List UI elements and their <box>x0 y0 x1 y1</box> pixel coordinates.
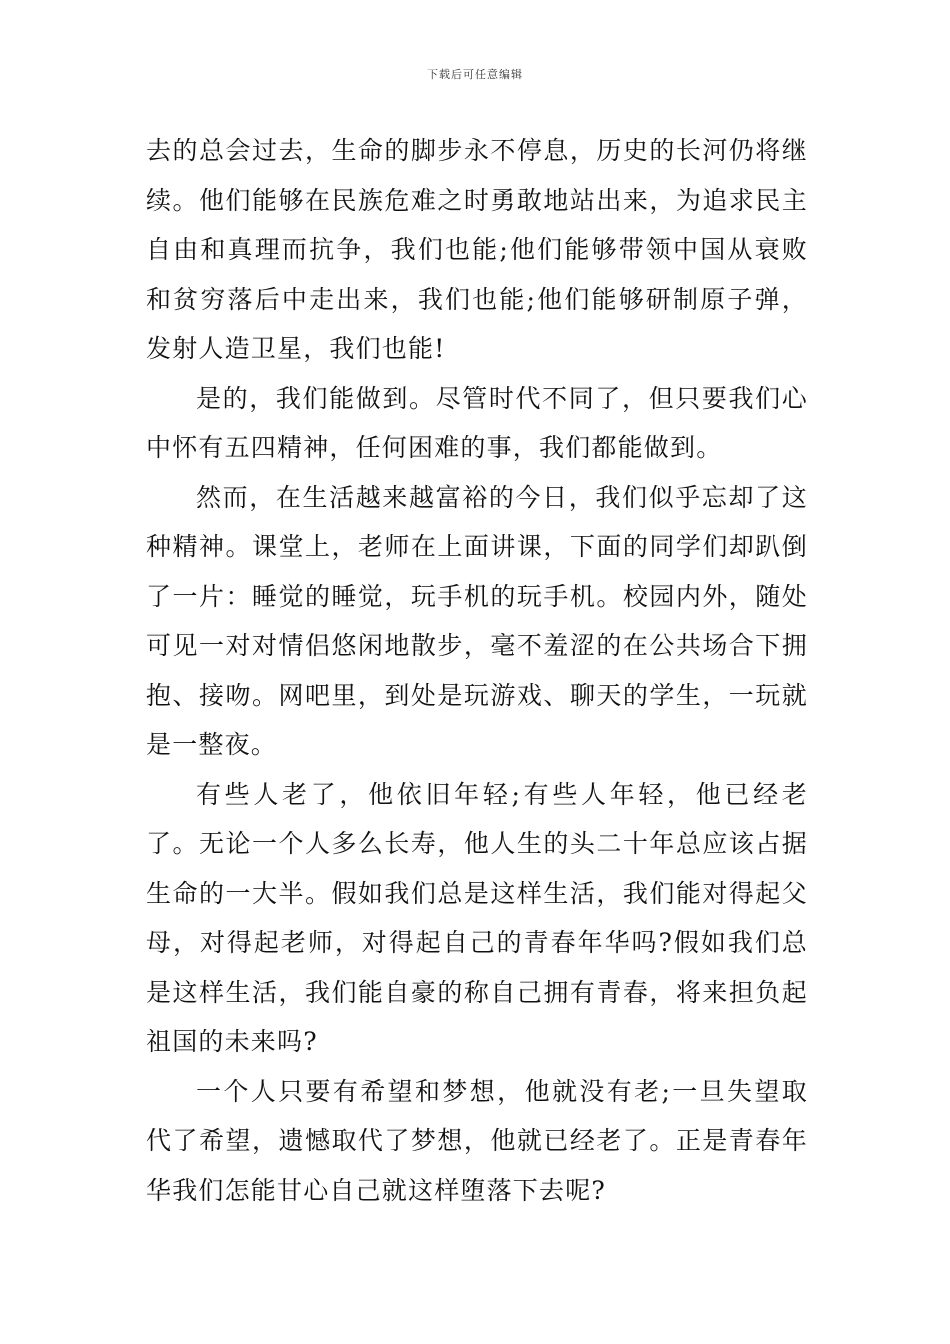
paragraph-4: 有些人老了，他依旧年轻;有些人年轻，他已经老了。无论一个人多么长寿，他人生的头二十年总应该占据生命的一大半。假如我们总是这样生活，我们能对得起父母，对得起老师，对得起自己的青春年华吗?假如我们总是这样生活，我们能自豪的称自己拥有青春，将来担负起祖国的未来吗? <box>146 779 808 1056</box>
paragraph-1: 去的总会过去，生命的脚步永不停息，历史的长河仍将继续。他们能够在民族危难之时勇敢地站出来，为追求民主自由和真理而抗争，我们也能;他们能够带领中国从衰败和贫穷落后中走出来，我们也能;他们能够研制原子弹，发射人造卫星，我们也能! <box>146 136 808 363</box>
paragraph-2: 是的，我们能做到。尽管时代不同了，但只要我们心中怀有五四精神，任何困难的事，我们都能做到。 <box>146 383 808 462</box>
paragraph-5: 一个人只要有希望和梦想，他就没有老;一旦失望取代了希望，遗憾取代了梦想，他就已经老了。正是青春年华我们怎能甘心自己就这样堕落下去呢? <box>146 1076 808 1205</box>
page-header: 下载后可任意编辑 <box>427 68 523 81</box>
paragraph-3: 然而，在生活越来越富裕的今日，我们似乎忘却了这种精神。课堂上，老师在上面讲课，下面的同学们却趴倒了一片：睡觉的睡觉，玩手机的玩手机。校园内外，随处可见一对对情侣悠闲地散步，毫不羞涩的在公共场合下拥抱、接吻。网吧里，到处是玩游戏、聊天的学生，一玩就是一整夜。 <box>146 482 808 759</box>
document-body <box>146 126 808 1215</box>
